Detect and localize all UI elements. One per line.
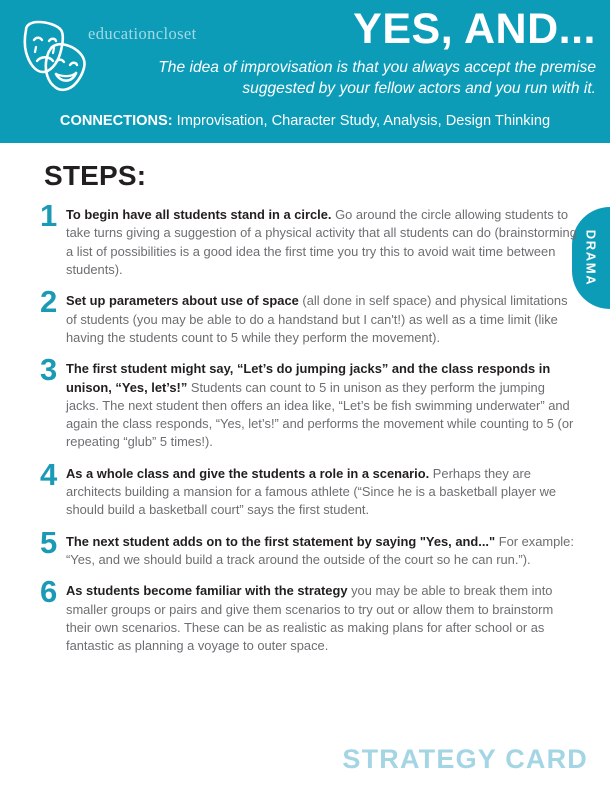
subject-tab-label: DRAMA	[583, 229, 599, 287]
step-number: 3	[40, 352, 58, 388]
step-item	[40, 284, 580, 347]
step-item	[40, 574, 580, 655]
step-lead: As a whole class and give the students a role in a scenario.	[66, 465, 430, 481]
brand-name: educationcloset	[88, 24, 197, 43]
steps-heading: STEPS:	[44, 160, 147, 191]
card-body	[0, 143, 610, 669]
connections-value: Improvisation, Character Study, Analysis, Design Thinking	[172, 113, 551, 129]
step-text	[66, 206, 580, 279]
step-item	[40, 456, 580, 520]
footer-label: STRATEGY CARD	[342, 744, 588, 774]
step-number: 2	[40, 284, 58, 320]
step-lead: The first student might say, “Let’s do jumping jacks” and the class responds in unison, “Yes, let’s!”	[66, 361, 551, 395]
card-footer	[0, 744, 610, 775]
step-item	[40, 524, 580, 570]
step-body: For example: “Yes, and we should build a track around the outside of the court so he can run.”).	[66, 533, 574, 567]
step-number: 5	[40, 524, 58, 560]
step-item	[40, 198, 580, 279]
step-body: Students can count to 5 in unison as they perform the jumping jacks. The next student then offers an idea like, “Let’s be fish swimming underwater” and again the class responds, “Yes, let’s!” and performs the movement while counting to 5 (or repeating “glub” 5 times!).	[66, 379, 574, 450]
card-subtitle: The idea of improvisation is that you always accept the premise suggested by your fellow actors and you run with it.	[158, 59, 596, 97]
steps-list	[0, 198, 610, 656]
step-text	[66, 292, 580, 347]
step-item	[40, 352, 580, 452]
step-number: 4	[40, 456, 58, 492]
step-text	[66, 582, 580, 655]
theater-masks-icon	[16, 16, 92, 96]
step-body: Perhaps they are architects building a mansion for a famous athlete (“Since he is a basketball player we should build a basketball court” says the first student.	[66, 465, 557, 518]
card-header	[0, 0, 610, 143]
step-body: Go around the circle allowing students to take turns giving a suggestion of a physical activity that all students can do (brainstorming a list of possibilities is a good idea the first time you try this to avoid wait time between students).	[66, 207, 577, 277]
step-body: (all done in self space) and physical limitations of students (you may be able to do a handstand but I can't!) as well as a time limit (like having the students count to 5 while they perform the movement).	[66, 293, 568, 345]
step-number: 1	[40, 198, 58, 233]
step-lead: To begin have all students stand in a circle.	[66, 207, 332, 222]
step-text	[66, 360, 580, 452]
card-title: YES, AND...	[353, 5, 596, 53]
connections-label: CONNECTIONS:	[59, 113, 173, 129]
step-text	[66, 533, 580, 570]
step-number: 6	[40, 574, 58, 610]
step-lead: As students become familiar with the strategy	[66, 583, 348, 599]
step-lead: The next student adds on to the first statement by saying "Yes, and..."	[66, 533, 496, 549]
step-text	[66, 465, 580, 520]
step-body: you may be able to break them into smaller groups or pairs and give them scenarios to try out or allow them to brainstorm their own scenarios. These can be as realistic as making plans for after school or as fantastic as planning a voyage to outer space.	[66, 583, 554, 654]
connections-line	[0, 113, 610, 129]
step-lead: Set up parameters about use of space	[66, 293, 299, 309]
